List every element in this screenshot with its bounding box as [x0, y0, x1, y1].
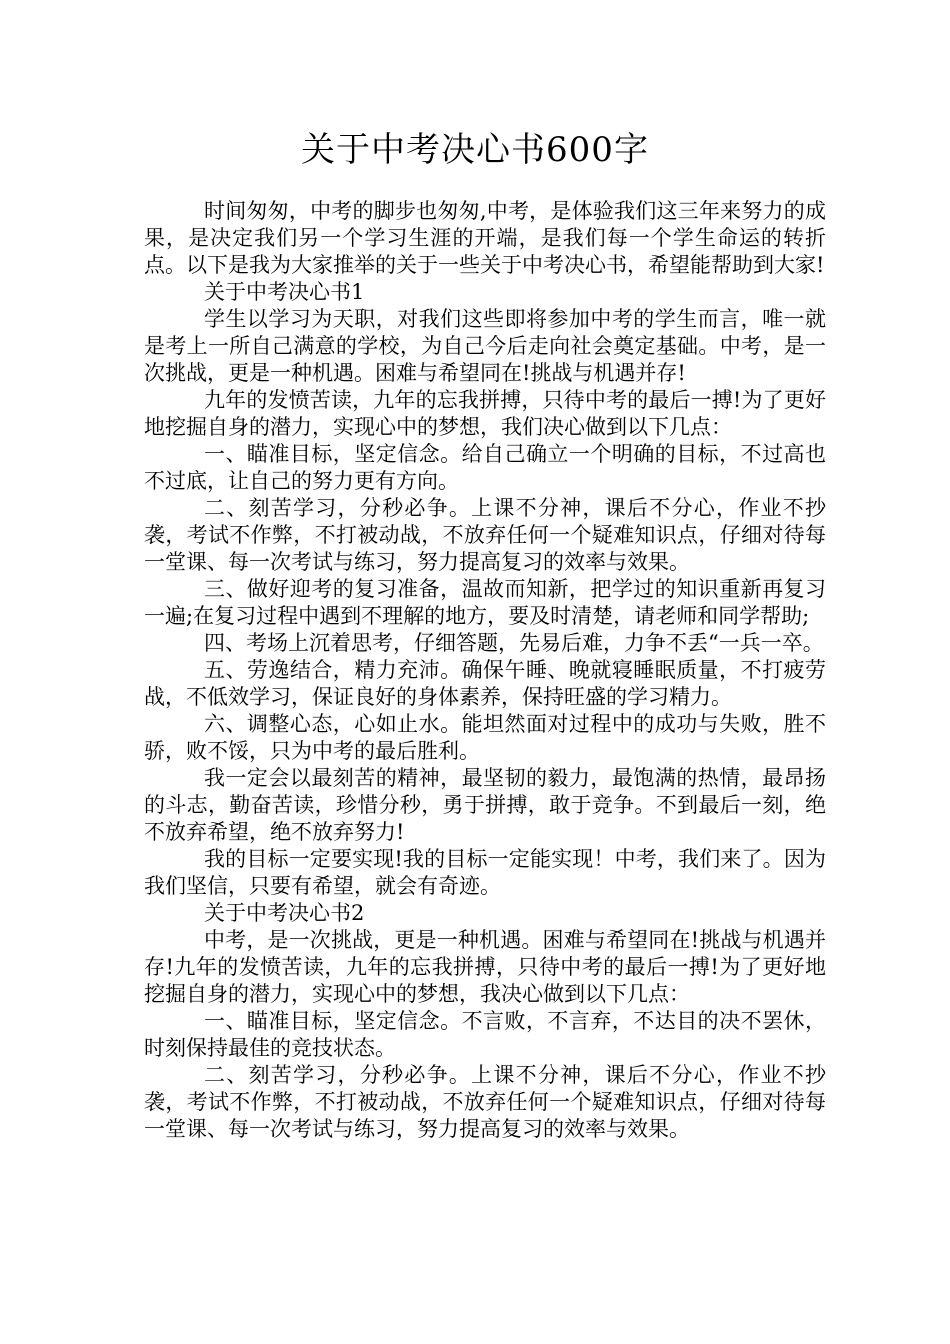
- paragraph: 我一定会以最刻苦的精神，最坚韧的毅力，最饱满的热情，最昂扬的斗志，勤奋苦读，珍惜分秒，勇于拼搏，敢于竞争。不到最后一刻，绝不放弃希望，绝不放弃努力!: [144, 766, 826, 844]
- paragraph: 学生以学习为天职，对我们这些即将参加中考的学生而言，唯一就是考上一所自己满意的学校，为自己今后走向社会奠定基础。中考，是一次挑战，更是一种机遇。困难与希望同在!挑战与机遇并存!: [144, 307, 826, 385]
- list-paragraph-5: 五、劳逸结合，精力充沛。确保午睡、晚就寝睡眠质量，不打疲劳战，不低效学习，保证良好的身体素养，保持旺盛的学习精力。: [144, 658, 826, 709]
- paragraph: 九年的发愤苦读，九年的忘我拼搏，只待中考的最后一搏!为了更好地挖掘自身的潜力，实现心中的梦想，我们决心做到以下几点：: [144, 388, 826, 439]
- list-paragraph-1: 一、瞄准目标，坚定信念。给自己确立一个明确的目标，不过高也不过底，让自己的努力更有方向。: [144, 442, 826, 493]
- paragraph: 我的目标一定要实现!我的目标一定能实现！中考，我们来了。因为我们坚信，只要有希望，就会有奇迹。: [144, 847, 826, 898]
- list-paragraph-2: 二、刻苦学习，分秒必争。上课不分神，课后不分心，作业不抄袭，考试不作弊，不打被动战，不放弃任何一个疑难知识点，仔细对待每一堂课、每一次考试与练习，努力提高复习的效率与效果。: [144, 1063, 826, 1141]
- document-title: 关于中考决心书600字: [301, 130, 649, 170]
- document-body: [144, 198, 826, 1143]
- list-paragraph-4: 四、考场上沉着思考，仔细答题，先易后难，力争不丢“一兵一卒。: [204, 631, 824, 655]
- list-paragraph-2: 二、刻苦学习，分秒必争。上课不分神，课后不分心，作业不抄袭，考试不作弊，不打被动战，不放弃任何一个疑难知识点，仔细对待每一堂课、每一次考试与练习，努力提高复习的效率与效果。: [144, 496, 826, 574]
- paragraph: 中考，是一次挑战，更是一种机遇。困难与希望同在!挑战与机遇并存!九年的发愤苦读，九年的忘我拼搏，只待中考的最后一搏!为了更好地挖掘自身的潜力，实现心中的梦想，我决心做到以下几点：: [144, 928, 826, 1006]
- section-heading-2: 关于中考决心书2: [204, 901, 365, 925]
- intro-paragraph: 时间匆匆，中考的脚步也匆匆,中考，是体验我们这三年来努力的成果，是决定我们另一个学习生涯的开端，是我们每一个学生命运的转折点。以下是我为大家推举的关于一些关于中考决心书，希望能帮助到大家!: [144, 199, 826, 277]
- list-paragraph-3: 三、做好迎考的复习准备，温故而知新，把学过的知识重新再复习一遍;在复习过程中遇到不理解的地方，要及时清楚，请老师和同学帮助;: [144, 577, 826, 628]
- list-paragraph-1: 一、瞄准目标，坚定信念。不言败，不言弃，不达目的决不罢休，时刻保持最佳的竞技状态。: [144, 1009, 826, 1060]
- section-heading-1: 关于中考决心书1: [204, 280, 365, 304]
- list-paragraph-6: 六、调整心态，心如止水。能坦然面对过程中的成功与失败，胜不骄，败不馁，只为中考的最后胜利。: [144, 712, 826, 763]
